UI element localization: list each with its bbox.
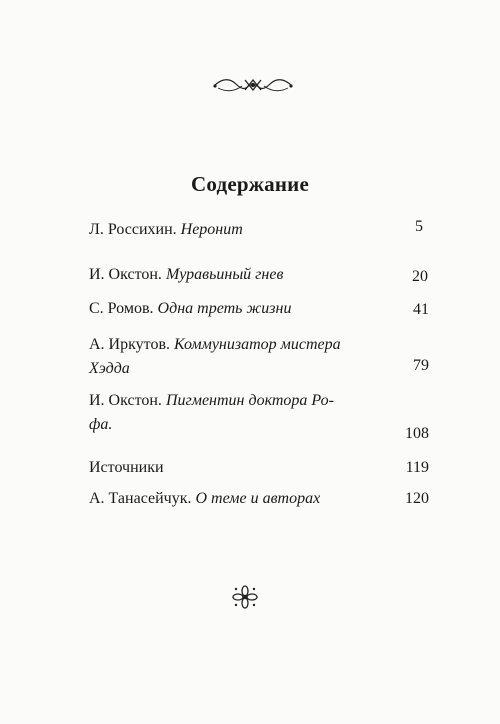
floral-ornament-icon (231, 584, 259, 610)
entry-page-number: 119 (405, 459, 429, 476)
entry-title-line1: Коммунизатор мистера (174, 336, 341, 353)
entry-title: Муравьиный гнев (165, 266, 284, 283)
entry-author: С. Ромов. (89, 300, 154, 317)
entry-page-number: 108 (405, 425, 429, 442)
entry-title-line2: Хэдда (89, 360, 130, 377)
entry-author: И. Окстон. (89, 392, 162, 409)
entry-page-number: 20 (412, 268, 428, 285)
entry-author: Л. Россихин. (89, 221, 177, 238)
entry-author: А. Танасейчук. (89, 490, 192, 507)
page-title: Содержание (191, 172, 309, 196)
entry-title-line1: Пигментин доктора Ро- (165, 392, 334, 409)
entry-author: А. Иркутов. (89, 336, 170, 353)
entry-page-number: 5 (415, 218, 423, 235)
entry-title: О теме и авторах (195, 490, 321, 507)
entry-title: Неронит (180, 221, 243, 238)
entry-label: Источники (89, 459, 164, 476)
entry-title: Одна треть жизни (157, 300, 292, 317)
entry-page-number: 79 (413, 357, 429, 374)
entry-title-line2: фа. (89, 416, 113, 433)
entry-author: И. Окстон. (89, 266, 162, 283)
entry-page-number: 120 (405, 490, 429, 507)
entry-page-number: 41 (413, 301, 429, 318)
